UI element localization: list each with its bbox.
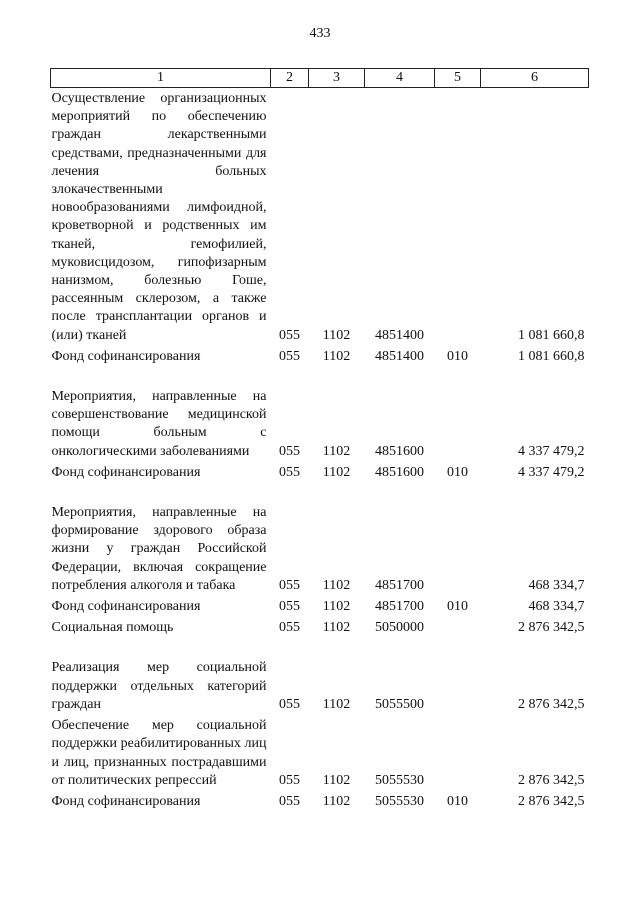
- row-code-ministry: 055: [279, 696, 300, 712]
- row-code-type: 010: [447, 464, 468, 480]
- column-header: 5: [435, 69, 481, 88]
- row-code-type: 010: [447, 599, 468, 615]
- table-row: [51, 595, 589, 616]
- row-code-type: [435, 366, 481, 461]
- row-code-section: 1102: [322, 599, 351, 615]
- page-number: 433: [309, 26, 331, 41]
- column-header: 6: [481, 69, 589, 88]
- row-code-article: 4851400: [375, 348, 424, 364]
- row-amount: 2 876 342,5: [518, 772, 585, 788]
- row-amount: 2 876 342,5: [518, 793, 585, 809]
- row-code-ministry: 055: [279, 772, 300, 788]
- table-header-row: [51, 69, 589, 88]
- table-row: [51, 616, 589, 637]
- row-code-article: 5055530: [375, 772, 424, 788]
- row-code-ministry: 055: [279, 327, 300, 343]
- row-code-article: 5050000: [375, 620, 424, 636]
- row-code-section: 1102: [322, 443, 351, 459]
- row-code-ministry: 055: [279, 793, 300, 809]
- row-code-ministry: 055: [279, 348, 300, 364]
- row-amount: 468 334,7: [528, 577, 585, 593]
- row-name: Осуществление организационных мероприятий по обеспечению граждан лекарственными средствами, предназначенными для лечения больных злокачественными новообразованиями лимфоидной, кроветворной и родственных им тканей, гемофилией, муковисцидозом, гипофизарным нанизмом, болезнью Гоше, рассеянным склерозом, а также после трансплантации органов и (или) тканей: [51, 91, 267, 343]
- row-code-type: 010: [447, 348, 468, 364]
- row-code-article: 4851600: [375, 464, 424, 480]
- row-code-ministry: 055: [279, 443, 300, 459]
- row-code-ministry: 055: [279, 599, 300, 615]
- table-row: [51, 88, 589, 345]
- column-header: 4: [365, 69, 435, 88]
- column-header: 2: [271, 69, 309, 88]
- row-name: Обеспечение мер социальной поддержки реабилитированных лиц и лиц, признанных пострадавшими от политических репрессий: [51, 718, 267, 788]
- row-name: Реализация мер социальной поддержки отдельных категорий граждан: [51, 660, 267, 712]
- column-header: 1: [51, 69, 271, 88]
- table-row: [51, 790, 589, 811]
- row-name: Фонд софинансирования: [51, 599, 201, 615]
- row-code-type: [435, 637, 481, 714]
- row-code-type: [435, 482, 481, 595]
- table-row: [51, 637, 589, 714]
- row-name: Фонд софинансирования: [51, 348, 201, 364]
- row-name: Фонд софинансирования: [51, 793, 201, 809]
- table-row: [51, 461, 589, 482]
- column-header: 3: [309, 69, 365, 88]
- row-code-section: 1102: [322, 348, 351, 364]
- row-amount: 1 081 660,8: [518, 327, 585, 343]
- row-code-section: 1102: [322, 696, 351, 712]
- row-name: Мероприятия, направленные на совершенствование медицинской помощи больным с онкологическими заболеваниями: [51, 389, 267, 459]
- row-code-section: 1102: [322, 577, 351, 593]
- row-code-article: 4851700: [375, 577, 424, 593]
- row-code-article: 5055530: [375, 793, 424, 809]
- table-row: [51, 714, 589, 790]
- row-name: Фонд софинансирования: [51, 464, 201, 480]
- table-row: [51, 366, 589, 461]
- row-code-ministry: 055: [279, 464, 300, 480]
- row-amount: 4 337 479,2: [518, 464, 585, 480]
- row-code-type: [435, 88, 481, 345]
- row-code-section: 1102: [322, 793, 351, 809]
- row-code-article: 4851400: [375, 327, 424, 343]
- row-code-article: 4851600: [375, 443, 424, 459]
- row-name: Мероприятия, направленные на формирование здорового образа жизни у граждан Российской Федерации, включая сокращение потребления алкоголя и табака: [51, 505, 267, 593]
- table-row: [51, 345, 589, 366]
- row-code-section: 1102: [322, 464, 351, 480]
- row-amount: 1 081 660,8: [518, 348, 585, 364]
- budget-table: [50, 68, 589, 811]
- row-code-type: 010: [447, 793, 468, 809]
- row-code-ministry: 055: [279, 577, 300, 593]
- table-row: [51, 482, 589, 595]
- row-code-ministry: 055: [279, 620, 300, 636]
- row-code-article: 5055500: [375, 696, 424, 712]
- row-amount: 4 337 479,2: [518, 443, 585, 459]
- row-name: Социальная помощь: [51, 620, 174, 636]
- row-code-type: [435, 714, 481, 790]
- row-code-section: 1102: [322, 772, 351, 788]
- row-amount: 2 876 342,5: [518, 696, 585, 712]
- row-code-type: [435, 616, 481, 637]
- row-amount: 2 876 342,5: [518, 620, 585, 636]
- row-code-section: 1102: [322, 327, 351, 343]
- row-code-article: 4851700: [375, 599, 424, 615]
- row-code-section: 1102: [322, 620, 351, 636]
- row-amount: 468 334,7: [528, 599, 585, 615]
